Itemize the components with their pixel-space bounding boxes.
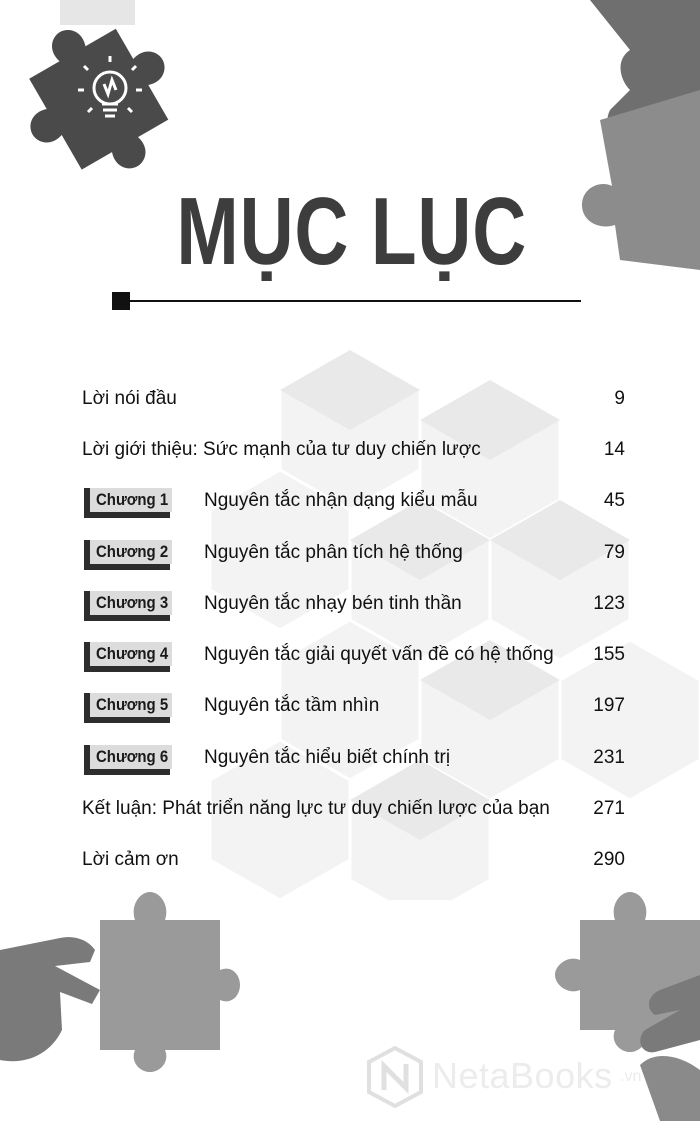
toc-entry-page: 79: [603, 542, 625, 563]
toc-entry-page: 155: [593, 644, 625, 665]
page-title: MỤC LỤC: [176, 178, 528, 285]
hand-puzzle-icon: [0, 880, 240, 1121]
chapter-badge-label: Chương 6: [96, 747, 169, 766]
toc-entry-title: Nguyên tắc tầm nhìn: [204, 695, 380, 716]
toc-entry-title: Nguyên tắc nhận dạng kiểu mẫu: [204, 490, 478, 511]
toc-entry-page: 45: [603, 490, 625, 511]
toc-entry-title: Lời giới thiệu: Sức mạnh của tư duy chiến lược: [82, 439, 481, 460]
watermark-logo: [366, 1046, 666, 1108]
toc-entry-page: 197: [593, 695, 625, 716]
toc-entry-title: Nguyên tắc phân tích hệ thống: [204, 542, 463, 563]
toc-entry-introduction[interactable]: [0, 425, 700, 477]
toc-entry-page: 231: [593, 747, 625, 768]
title-rule-square: [112, 292, 130, 310]
toc-entry-chapter-2[interactable]: [0, 528, 700, 580]
toc-entry-title: Lời cảm ơn: [82, 849, 179, 870]
toc-entry-page: 290: [593, 849, 625, 870]
toc-entry-chapter-6[interactable]: [0, 733, 700, 785]
chapter-badge: [84, 488, 178, 518]
toc-entry-chapter-4[interactable]: [0, 630, 700, 682]
netabooks-logo-icon: [366, 1046, 424, 1108]
toc-entry-chapter-5[interactable]: [0, 681, 700, 733]
lightbulb-puzzle-icon: [0, 0, 210, 200]
watermark-brand: NetaBooks: [432, 1055, 613, 1096]
chapter-badge: [84, 642, 178, 672]
toc-entry-chapter-3[interactable]: [0, 579, 700, 631]
toc-entry-chapter-1[interactable]: [0, 476, 700, 528]
chapter-badge-label: Chương 4: [96, 644, 169, 663]
toc-entry-title: Nguyên tắc nhạy bén tinh thần: [204, 593, 462, 614]
chapter-badge-label: Chương 3: [96, 593, 169, 612]
toc-entry-conclusion[interactable]: [0, 784, 700, 836]
chapter-badge-label: Chương 2: [96, 542, 169, 561]
toc-entry-page: 9: [614, 388, 625, 409]
toc-entry-preface[interactable]: [0, 374, 700, 426]
toc-entry-title: Nguyên tắc hiểu biết chính trị: [204, 747, 451, 768]
chapter-badge: [84, 693, 178, 723]
chapter-badge-label: Chương 1: [96, 490, 169, 509]
title-rule-line: [130, 300, 581, 302]
toc-entry-title: Nguyên tắc giải quyết vấn đề có hệ thống: [204, 644, 554, 665]
toc-entry-page: 271: [593, 798, 625, 819]
chapter-badge: [84, 745, 178, 775]
toc-entry-title: Kết luận: Phát triển năng lực tư duy chiến lược của bạn: [82, 798, 550, 819]
toc-entry-page: 14: [603, 439, 625, 460]
chapter-badge: [84, 591, 178, 621]
chapter-badge-label: Chương 5: [96, 695, 169, 714]
toc-entry-page: 123: [593, 593, 625, 614]
watermark-suffix: .vn: [620, 1068, 642, 1085]
chapter-badge: [84, 540, 178, 570]
toc-entry-title: Lời nói đầu: [82, 388, 177, 409]
